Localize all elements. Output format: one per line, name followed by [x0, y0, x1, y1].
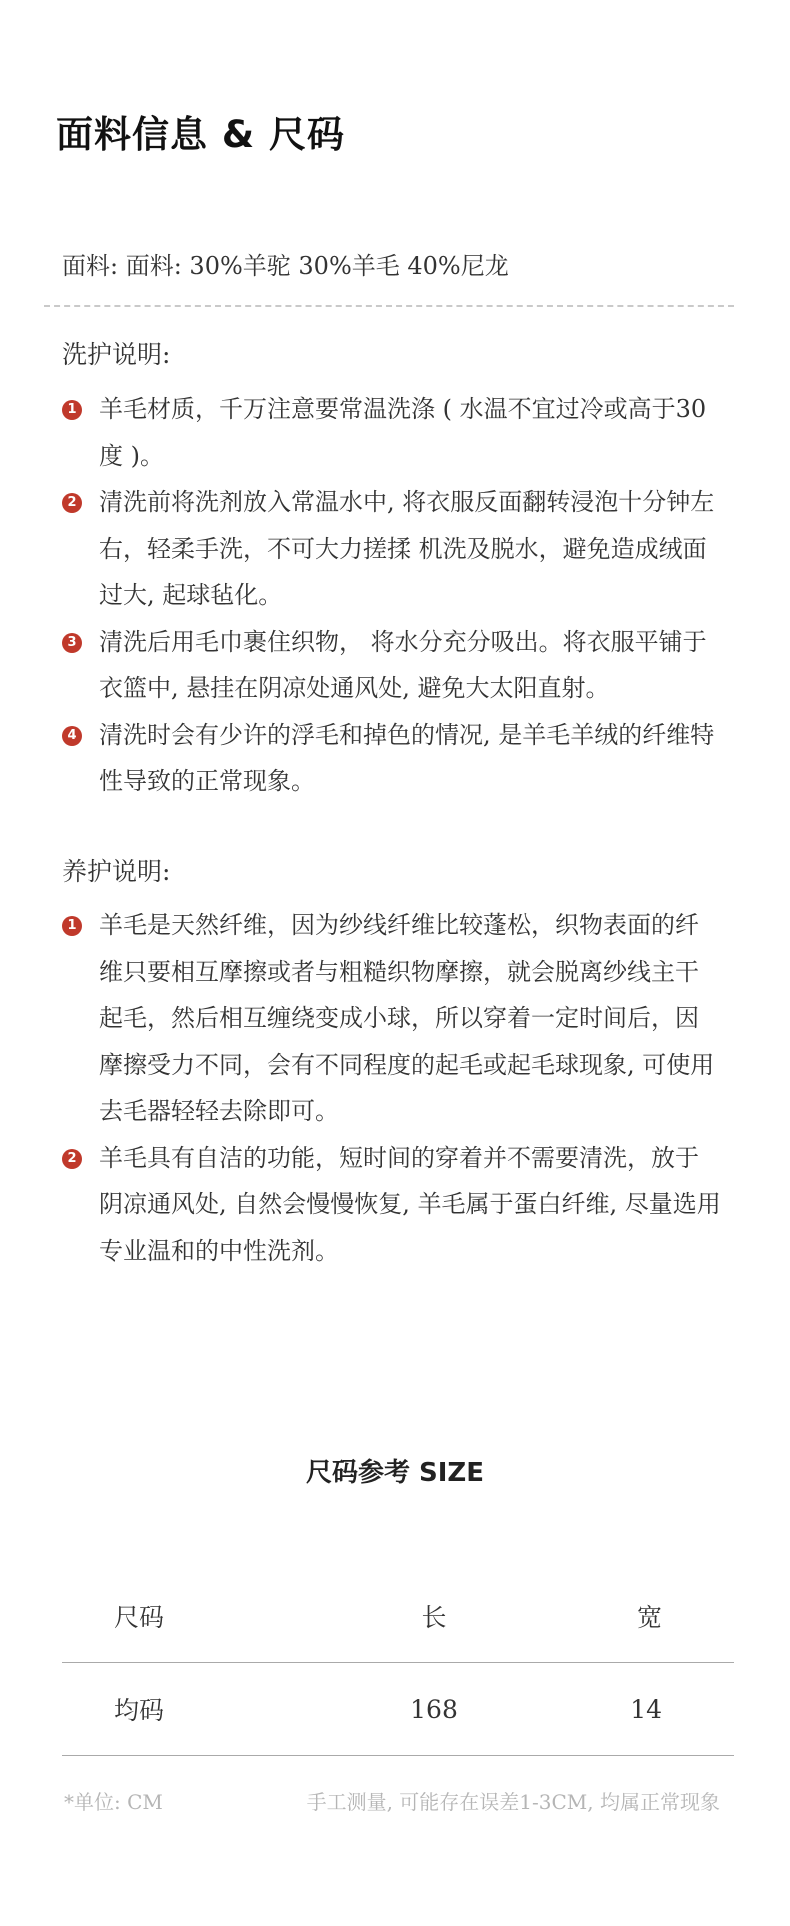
- cell-size: 均码: [62, 1663, 314, 1756]
- unit-note: *单位: CM: [64, 1790, 163, 1814]
- number-badge-icon: 4: [62, 726, 82, 746]
- number-badge-icon: 1: [62, 400, 82, 420]
- washing-item-text: 清洗时会有少许的浮毛和掉色的情况, 是羊毛羊绒的纤维特性导致的正常现象。: [99, 720, 715, 795]
- washing-heading: 洗护说明:: [62, 340, 171, 369]
- size-table-header: [62, 1570, 734, 1663]
- washing-list: [62, 386, 722, 805]
- size-table: [62, 1570, 734, 1756]
- washing-item: [62, 479, 722, 619]
- fabric-composition: 面料: 面料: 30%羊驼 30%羊毛 40%尼龙: [62, 252, 509, 280]
- number-badge-icon: 3: [62, 633, 82, 653]
- maintenance-item-text: 羊毛具有自洁的功能，短时间的穿着并不需要清洗，放于阴凉通风处, 自然会慢慢恢复, 羊毛属于蛋白纤维, 尽量选用专业温和的中性洗剂。: [99, 1143, 721, 1265]
- header-size: 尺码: [62, 1570, 314, 1663]
- number-badge-icon: 2: [62, 493, 82, 513]
- cell-width: 14: [554, 1663, 734, 1756]
- washing-item-text: 清洗后用毛巾裹住织物， 将水分充分吸出。将衣服平铺于衣篮中, 悬挂在阴凉处通风处, 避免大太阳直射。: [99, 627, 707, 702]
- size-chart-title: 尺码参考 SIZE: [305, 1458, 485, 1488]
- maintenance-item: [62, 902, 722, 1135]
- header-width: 宽: [554, 1570, 734, 1663]
- washing-item: [62, 712, 722, 805]
- maintenance-item-text: 羊毛是天然纤维，因为纱线纤维比较蓬松，织物表面的纤维只要相互摩擦或者与粗糙织物摩擦，就会脱离纱线主干起毛，然后相互缠绕变成小球，所以穿着一定时间后，因摩擦受力不同，会有不同程度的起毛或起毛球现象, 可使用去毛器轻轻去除即可。: [99, 911, 715, 1125]
- measurement-note: 手工测量, 可能存在误差1-3CM, 均属正常现象: [306, 1790, 720, 1814]
- washing-item: [62, 386, 722, 479]
- maintenance-heading: 养护说明:: [62, 857, 171, 886]
- number-badge-icon: 2: [62, 1149, 82, 1169]
- maintenance-item: [62, 1135, 722, 1275]
- washing-item-text: 羊毛材质，千万注意要常温洗涤 ( 水温不宜过冷或高于30 度 )。: [99, 395, 707, 470]
- cell-length: 168: [314, 1663, 554, 1756]
- dashed-divider: [44, 305, 734, 307]
- page-title: 面料信息 & 尺码: [56, 113, 346, 156]
- washing-item: [62, 619, 722, 712]
- table-row: [62, 1663, 734, 1756]
- maintenance-list: [62, 902, 722, 1274]
- washing-item-text: 清洗前将洗剂放入常温水中, 将衣服反面翻转浸泡十分钟左右，轻柔手洗，不可大力搓揉 机洗及脱水，避免造成绒面过大, 起球毡化。: [99, 488, 715, 609]
- header-length: 长: [314, 1570, 554, 1663]
- number-badge-icon: 1: [62, 916, 82, 936]
